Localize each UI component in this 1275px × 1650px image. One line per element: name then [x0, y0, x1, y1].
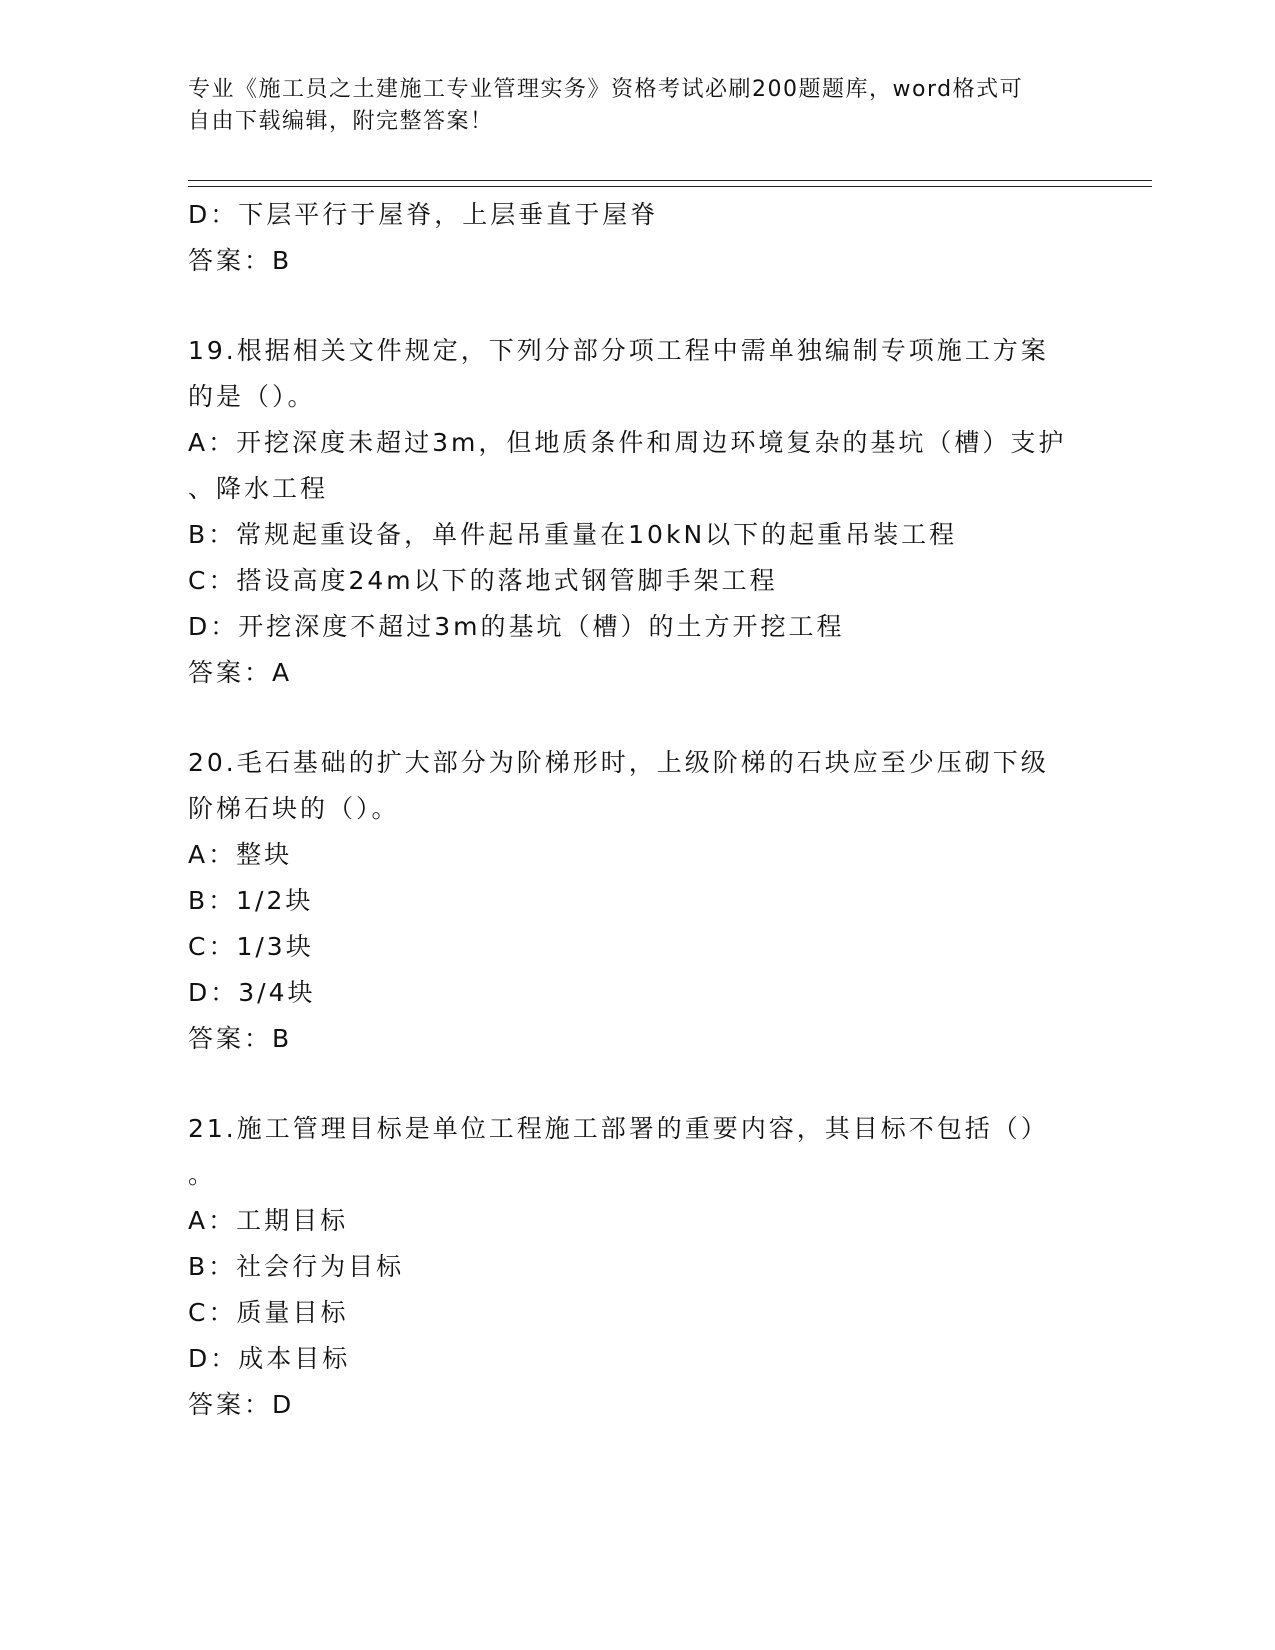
option-b: B：常规起重设备，单件起吊重量在10kN以下的起重吊装工程: [188, 520, 958, 549]
document-body: [188, 192, 1088, 1428]
question-text-continued: 阶梯石块的（）。: [188, 794, 400, 823]
option-c: C：1/3块: [188, 932, 314, 961]
question-text: 20.毛石基础的扩大部分为阶梯形时，上级阶梯的石块应至少压砌下级: [188, 748, 1049, 777]
question-text-continued: 的是（）。: [188, 382, 316, 411]
question-text: 21.施工管理目标是单位工程施工部署的重要内容，其目标不包括（）: [188, 1114, 1049, 1143]
option-d: D：成本目标: [188, 1344, 351, 1373]
spacer: [188, 1062, 1088, 1106]
option-c: C：质量目标: [188, 1298, 349, 1327]
question-text-continued: 。: [188, 1160, 217, 1189]
option-c: C：搭设高度24m以下的落地式钢管脚手架工程: [188, 566, 778, 595]
option-a: A：开挖深度未超过3m，但地质条件和周边环境复杂的基坑（槽）支护: [188, 428, 1067, 457]
spacer: [188, 696, 1088, 740]
document-header: [188, 74, 1068, 138]
option-a: A：整块: [188, 840, 293, 869]
option-b: B：1/2块: [188, 886, 314, 915]
option-a-continued: 、降水工程: [188, 474, 329, 503]
answer-line: 答案：A: [188, 658, 293, 687]
spacer: [188, 284, 1088, 328]
question-19: [188, 328, 1088, 696]
option-d: D：下层平行于屋脊，上层垂直于屋脊: [188, 200, 659, 229]
question-text: 19.根据相关文件规定，下列分部分项工程中需单独编制专项施工方案: [188, 336, 1049, 365]
answer-line: 答案：B: [188, 246, 293, 275]
question-21: [188, 1106, 1088, 1428]
question-fragment: [188, 192, 1088, 284]
header-line-1: 专业《施工员之土建施工专业管理实务》资格考试必刷200题题库，word格式可: [188, 77, 1024, 102]
answer-line: 答案：D: [188, 1390, 295, 1419]
question-20: [188, 740, 1088, 1062]
option-a: A：工期目标: [188, 1206, 349, 1235]
option-d: D：3/4块: [188, 978, 316, 1007]
answer-line: 答案：B: [188, 1024, 293, 1053]
header-divider-bottom: [188, 186, 1152, 187]
option-b: B：社会行为目标: [188, 1252, 405, 1281]
header-divider-top: [188, 180, 1152, 181]
option-d: D：开挖深度不超过3m的基坑（槽）的土方开挖工程: [188, 612, 845, 641]
header-line-2: 自由下载编辑，附完整答案！: [188, 109, 494, 134]
